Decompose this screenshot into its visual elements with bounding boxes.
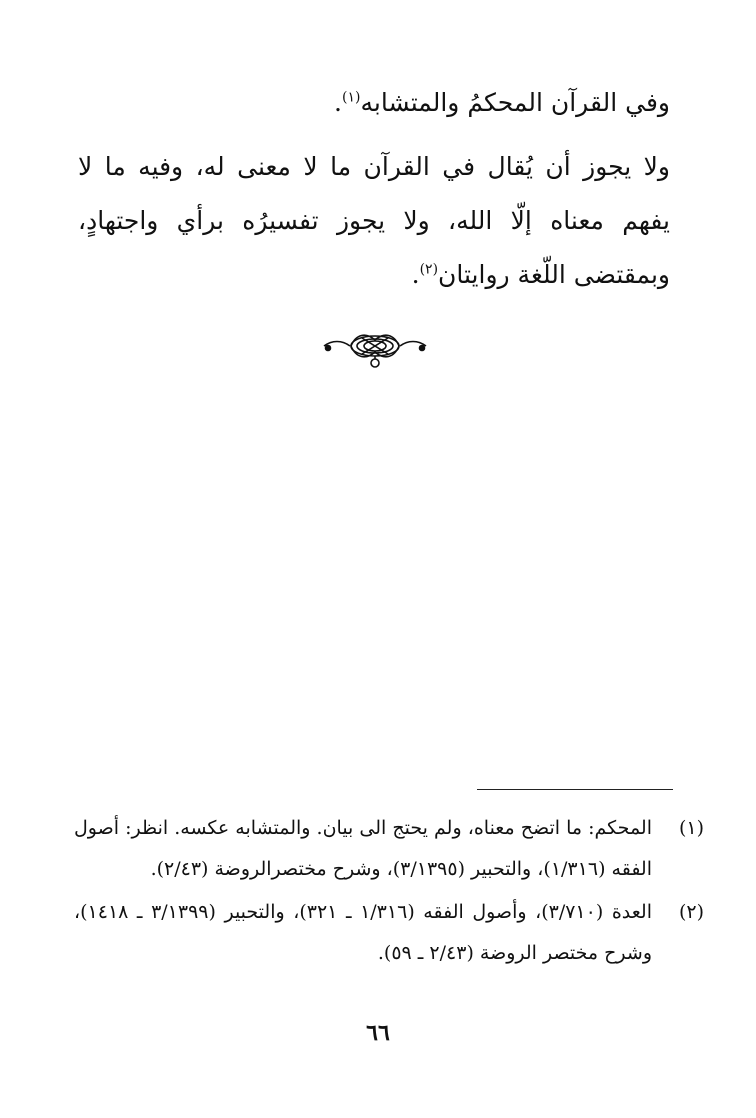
paragraph-end: . — [334, 88, 342, 117]
paragraph-text: ولا يجوز أن يُقال في القرآن ما لا معنى له، وفيه ما لا يفهم معناه إلّا الله، ولا يجوز تفسيرُه برأي واجتهادٍ، وبمقتضى اللّغة روايتان — [78, 152, 670, 289]
footnote-separator — [477, 789, 673, 790]
paragraph-end: . — [411, 260, 420, 289]
footnote-1 — [74, 808, 704, 890]
decorative-knot-ornament-icon — [320, 326, 430, 374]
footnotes — [74, 808, 704, 976]
footnote-2 — [74, 892, 704, 974]
footnote-text: المحكم: ما اتضح معناه، ولم يحتج الى بيان. والمتشابه عكسه. انظر: أصول الفقه (١/٣١٦)، والتحبير (٣/١٣٩٥)، وشرح مختصرالروضة (٢/٤٣). — [74, 817, 652, 880]
footnote-number: (٢) — [678, 901, 704, 923]
paragraph-interpretation — [78, 140, 670, 302]
footnote-text: العدة (٣/٧١٠)، وأصول الفقه (١/٣١٦ ـ ٣٢١)، والتحبير (٣/١٣٩٩ ـ ١٤١٨)، وشرح مختصر الروضة (٢/٤٣ ـ ٥٩). — [74, 901, 652, 964]
paragraph-text: وفي القرآن المحكمُ والمتشابه — [360, 88, 670, 117]
page-number: ٦٦ — [366, 1020, 390, 1046]
footnote-reference-1[interactable]: (١) — [342, 89, 361, 106]
footnote-reference-2[interactable]: (٢) — [419, 261, 439, 278]
footnote-number: (١) — [678, 817, 704, 839]
paragraph-muhkam-mutashabih — [78, 76, 670, 130]
